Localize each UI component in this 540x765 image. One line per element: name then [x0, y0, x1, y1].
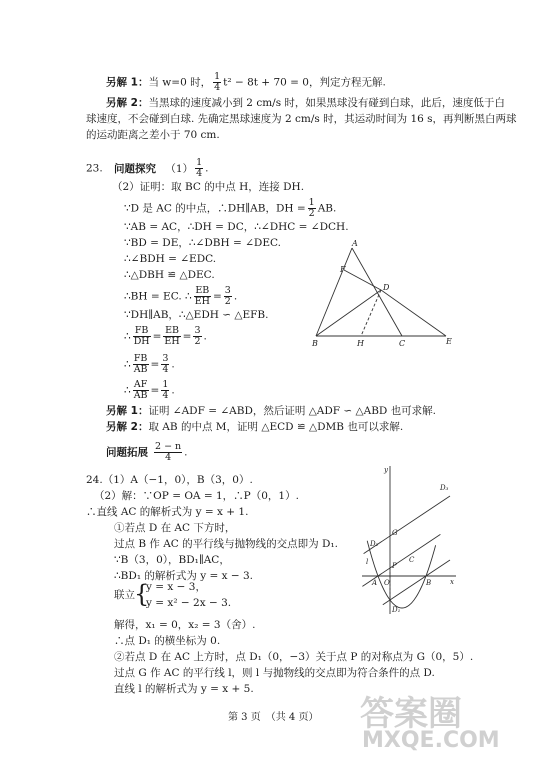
q24-line6: ∵B（3，0），BD₁∥AC， [114, 554, 230, 566]
q24-line12: 过点 G 作 AC 的平行线 l，则 l 与抛物线的交点即为符合条件的点 D. [114, 667, 435, 679]
q23-extend: 问题拓展 $\frac{2 - n}{4}$ . [106, 441, 188, 463]
q23-line5: ∴△DBH ≌ △DEC. [124, 269, 215, 281]
page-footer: 第 3 页 （共 4 页） [228, 712, 319, 723]
q24-line7: ∴BD₁ 的解析式为 y = x − 3. [114, 570, 254, 582]
q23-explore-label: 问题探究 [114, 162, 157, 175]
q23-alt2: 另解 2：取 AB 的中点 M，证明 △ECD ≌ △DMB 也可以求解. [106, 421, 404, 433]
q23-heading: 23. 问题探究 （1） $\frac{1}{4}$ . [86, 157, 209, 179]
alt1-frac: $\frac{1}{4}$ [214, 71, 221, 93]
label-D3: D₃ [440, 484, 449, 492]
q24-line2: （2）解：∵OP = OA = 1，∴P（0，1）. [94, 490, 299, 502]
alt2-line2: 球速度，不会碰到白球. 先确定黑球速度为 2 cm/s 时，其运动时间为 16 s，再判断黑白两球 [86, 113, 517, 125]
q23-answer1-frac: $\frac{1}{4}$ [196, 157, 203, 179]
label-C: C [399, 339, 406, 348]
q24-line11: ②若点 D 在 AC 上方时，点 D₁（0，−3）关于点 P 的对称点为 G（0，5）. [114, 651, 474, 663]
q24-system-label: 联立 [114, 589, 135, 601]
q23-line10: ∴ $\frac{AF}{AB}$ = $\frac{1}{4}$ . [124, 379, 175, 401]
q24-line13: 直线 l 的解析式为 y = x + 5. [114, 683, 254, 695]
alt1-pre: 当 w=0 时， [148, 76, 212, 89]
label-D1: D₁ [392, 606, 401, 614]
q23-line3: ∵BD = DE，∴∠DBH = ∠DEC. [124, 237, 281, 249]
q23-line4: ∴∠BDH = ∠EDC. [124, 253, 217, 265]
label-G: G [392, 529, 398, 537]
label-A: A [352, 240, 358, 248]
alt2-line1: 另解 2：当黑球的速度减小到 2 cm/s 时，如果黑球没有碰到白球，此后，速度低于白 [106, 97, 505, 109]
alt2-line3: 的运动距离之差小于 70 cm. [86, 129, 220, 141]
q23-line2: ∵AB = AC，∴DH = DC，∴∠DHC = ∠DCH. [124, 221, 349, 233]
parabola [367, 541, 435, 608]
alt1-post: t² − 8t + 70 = 0，判定方程无解. [223, 76, 386, 89]
q24-system-top: y = x − 3， [146, 581, 206, 593]
alt1-label: 另解 1： [106, 76, 149, 89]
q23-number: 23. [86, 162, 103, 175]
label-y: y [384, 466, 388, 474]
q23-line1: ∵D 是 AC 的中点，∴DH∥AB，DH = $\frac{1}{2}$ AB. [124, 197, 337, 219]
label-F: F [340, 265, 346, 274]
label-B: B [312, 339, 318, 348]
q24-line4: ①若点 D 在 AC 下方时， [114, 522, 236, 534]
q23-line6: ∴BH = EC. ∴ $\frac{EB}{EH}$ = $\frac{3}{2}$ . [124, 285, 238, 307]
label-l: l [366, 558, 369, 566]
watermark-url: MXQE.COM [362, 728, 500, 753]
q24-line10: ∴点 D₁ 的横坐标为 0. [114, 635, 221, 647]
q24-line9: 解得，x₁ = 0，x₂ = 3（舍）. [114, 619, 256, 631]
label-A: A [372, 579, 378, 587]
label-H: H [357, 339, 364, 348]
q24-line1: 24.（1）A（−1，0），B（3，0）. [86, 474, 253, 486]
label-B: B [426, 579, 432, 587]
q24-parabola-figure [360, 462, 460, 620]
seg-FD [344, 270, 381, 290]
alt1-line [106, 72, 386, 93]
q23-line9: ∴ $\frac{FB}{AB}$ = $\frac{3}{4}$ . [124, 353, 175, 375]
label-P: P [392, 562, 397, 570]
label-x: x [450, 578, 454, 586]
label-E: E [446, 337, 452, 346]
q23-alt1: 另解 1：证明 ∠ADF = ∠ABD，然后证明 △ADF ∽ △ABD 也可求解. [106, 405, 437, 417]
label-D2: D₂ [370, 540, 379, 548]
seg-AC [352, 248, 402, 336]
label-C: C [409, 556, 415, 564]
q23-line7: ∵DH∥AB，∴△EDH ∽ △EFB. [124, 309, 269, 321]
q23-triangle-figure [310, 240, 460, 350]
q24-line3: ∴直线 AC 的解析式为 y = x + 1. [86, 506, 249, 518]
label-O: O [384, 579, 390, 587]
q23-proof-intro: （2）证明：取 BC 的中点 H，连接 DH. [112, 181, 305, 193]
q24-system-bottom: y = x² − 2x − 3. [146, 597, 232, 609]
seg-DE [381, 290, 446, 336]
alt2-label: 另解 2： [106, 97, 149, 109]
q23-line8: ∴ $\frac{FB}{DH}$ = $\frac{EB}{EH}$ = $\frac{3}{2}$ . [124, 325, 207, 347]
label-D: D [383, 283, 390, 292]
watermark-logo: 答案圈 [360, 694, 462, 734]
q24-line5: 过点 B 作 AC 的平行线与抛物线的交点即为 D₁. [114, 538, 338, 550]
